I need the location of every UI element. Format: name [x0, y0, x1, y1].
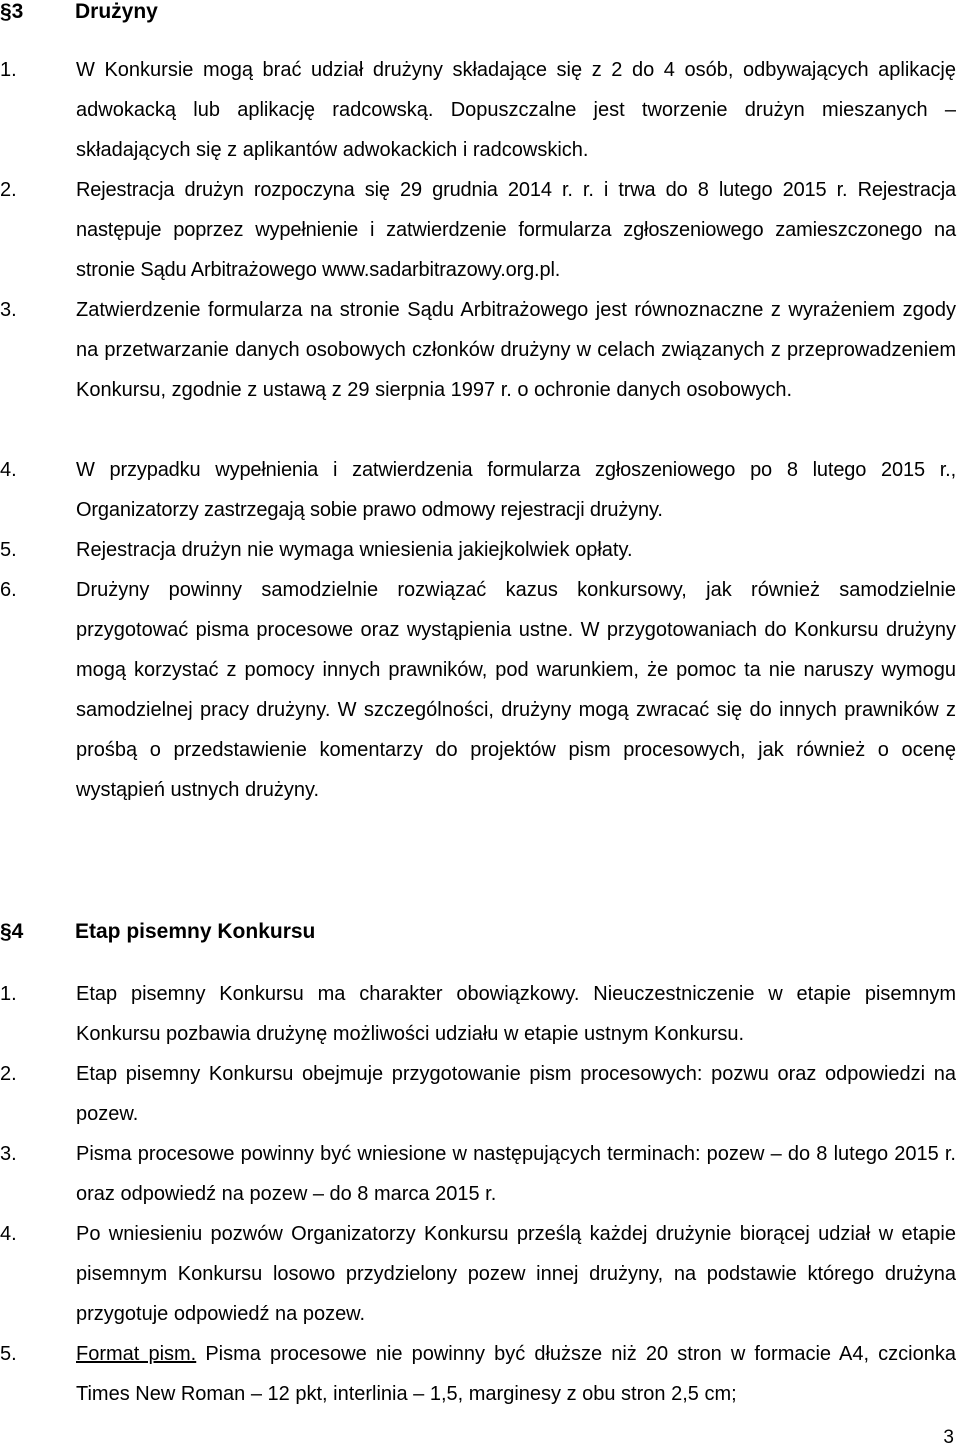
item-text: Rejestracja drużyn nie wymaga wniesienia jakiejkolwiek opłaty.: [76, 539, 633, 561]
section-3-item-6: [0, 570, 956, 810]
section-4-item-4: [0, 1214, 956, 1334]
item-text: [76, 1334, 956, 1414]
section-3-item-4: [0, 450, 956, 530]
item-number: 5.: [0, 1343, 17, 1365]
item-number: 2.: [0, 179, 17, 201]
item-number: 6.: [0, 579, 17, 601]
item-number: 4.: [0, 1223, 17, 1245]
item-text: W przypadku wypełnienia i zatwierdzenia formularza zgłoszeniowego po 8 lutego 2015 r., Organizatorzy zastrzegają sobie prawo odmowy rejestracji drużyny.: [76, 459, 956, 521]
section-3-item-1: [0, 50, 956, 170]
section-3-item-5: [0, 530, 956, 570]
item-number: 3.: [0, 1143, 17, 1165]
item-text: Po wniesieniu pozwów Organizatorzy Konkursu prześlą każdej drużynie biorącej udział w etapie pisemnym Konkursu losowo przydzielony pozew innej drużyny, na podstawie którego drużyna przygotuje odpowiedź na pozew.: [76, 1223, 956, 1325]
section-3-item-3: [0, 290, 956, 410]
item-number: 3.: [0, 299, 17, 321]
section-3-item-2: [0, 170, 956, 290]
item-text: Drużyny powinny samodzielnie rozwiązać kazus konkursowy, jak również samodzielnie przygotować pisma procesowe oraz wystąpienia ustne. W przygotowaniach do Konkursu drużyny mogą korzystać z pomocy innych prawników, pod warunkiem, że pomoc ta nie naruszy wymogu samodzielnej pracy drużyny. W szczególności, drużyny mogą zwracać się do innych prawników z prośbą o przedstawienie komentarzy do projektów pism procesowych, jak również o ocenę wystąpień ustnych drużyny.: [76, 579, 956, 801]
item-text: Etap pisemny Konkursu ma charakter obowiązkowy. Nieuczestniczenie w etapie pisemnym Konkursu pozbawia drużynę możliwości udziału w etapie ustnym Konkursu.: [76, 983, 956, 1045]
section-4-item-5: [0, 1334, 956, 1414]
section-3-number: §3: [0, 0, 24, 23]
page-number: 3: [943, 1427, 954, 1448]
section-4-item-2: [0, 1054, 956, 1134]
item-number: 4.: [0, 459, 17, 481]
section-4-item-1: [0, 974, 956, 1054]
item-body-text: Pisma procesowe nie powinny być dłuższe niż 20 stron w formacie A4, czcionka Times New Roman – 12 pkt, interlinia – 1,5, marginesy z obu stron 2,5 cm;: [76, 1343, 956, 1405]
item-text: Zatwierdzenie formularza na stronie Sądu Arbitrażowego jest równoznaczne z wyrażeniem zgody na przetwarzanie danych osobowych członków drużyny w celach związanych z przeprowadzeniem Konkursu, zgodnie z ustawą z 29 sierpnia 1997 r. o ochronie danych osobowych.: [76, 299, 956, 401]
item-text: Rejestracja drużyn rozpoczyna się 29 grudnia 2014 r. r. i trwa do 8 lutego 2015 r. Rejestracja następuje poprzez wypełnienie i zatwierdzenie formularza zgłoszeniowego zamieszczonego na stronie Sądu Arbitrażowego www.sadarbitrazowy.org.pl.: [76, 179, 956, 281]
item-number: 2.: [0, 1063, 17, 1085]
section-4-title: Etap pisemny Konkursu: [75, 920, 316, 943]
section-4-number: §4: [0, 920, 24, 943]
section-3-title: Drużyny: [75, 0, 158, 23]
item-text: Pisma procesowe powinny być wniesione w następujących terminach: pozew – do 8 lutego 2015 r. oraz odpowiedź na pozew – do 8 marca 2015 r.: [76, 1143, 956, 1205]
item-number: 1.: [0, 59, 17, 81]
item-number: 5.: [0, 539, 17, 561]
section-4-item-3: [0, 1134, 956, 1214]
item-text: Etap pisemny Konkursu obejmuje przygotowanie pism procesowych: pozwu oraz odpowiedzi na pozew.: [76, 1063, 956, 1125]
item-text: W Konkursie mogą brać udział drużyny składające się z 2 do 4 osób, odbywających aplikację adwokacką lub aplikację radcowską. Dopuszczalne jest tworzenie drużyn mieszanych – składających się z aplikantów adwokackich i radcowskich.: [76, 59, 956, 161]
item-lead-heading: Format pism.: [76, 1343, 197, 1365]
item-number: 1.: [0, 983, 17, 1005]
